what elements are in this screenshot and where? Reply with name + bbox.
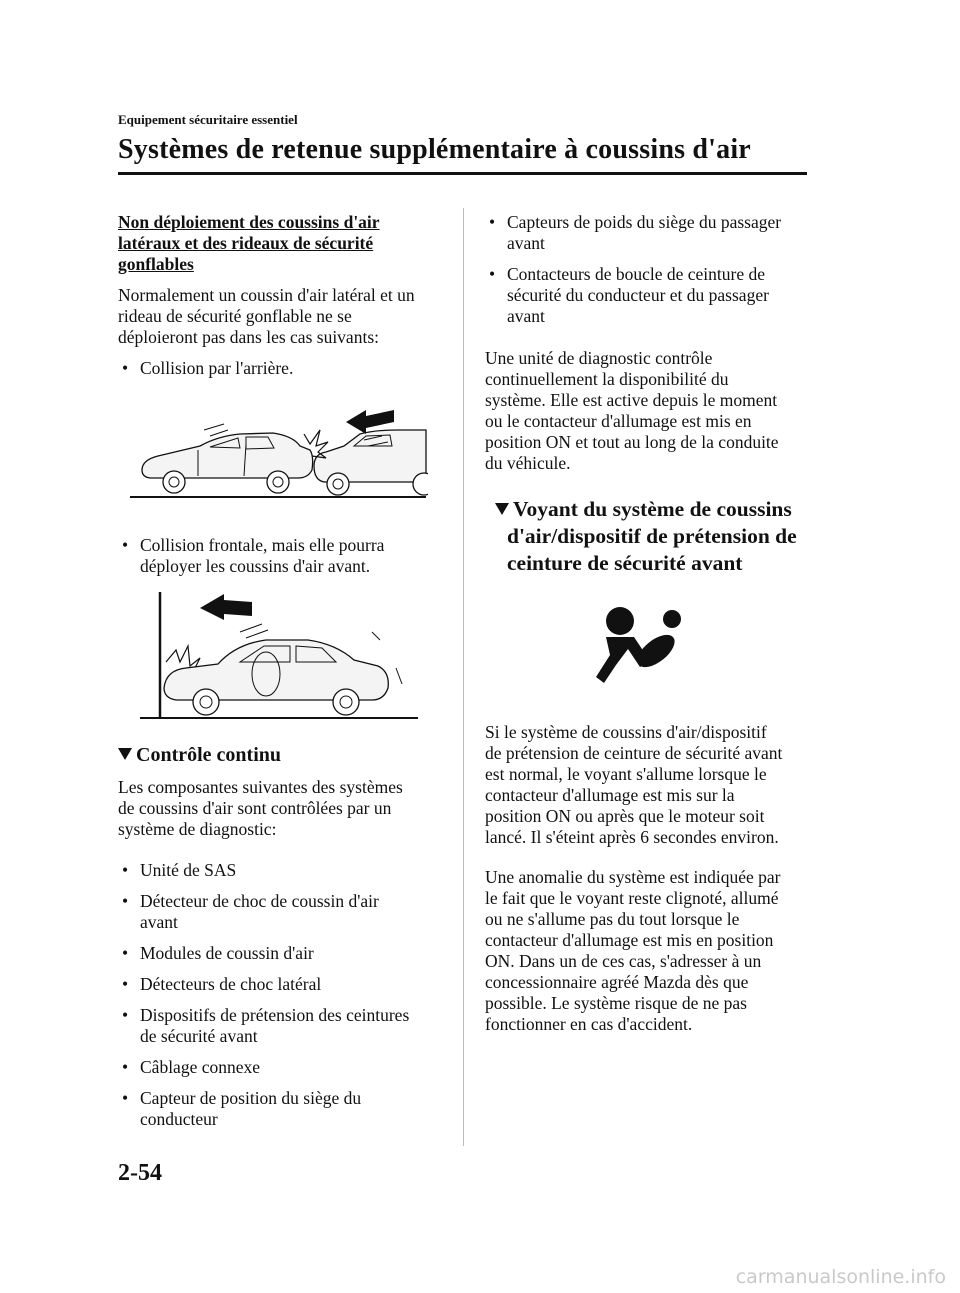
list-item: • Câblage connexe [118,1057,448,1078]
continuous-check-heading: Contrôle continu [118,743,448,767]
list-item: • Détecteurs de choc latéral [118,974,448,995]
title-rule [118,172,807,175]
normal-operation-paragraph: Si le système de coussins d'air/dispositif de prétension de ceinture de sécurité avant est normal, le voyant s'allume lorsque le contacteur d'allumage est mis sur la position ON ou après que le moteur soit lancé. Il s'éteint après 6 secondes environ. [485,722,783,847]
bullet-frontal-collision: • Collision frontale, mais elle pourra déployer les coussins d'air avant. [118,535,448,577]
continuous-check-intro: Les composantes suivantes des systèmes de coussins d'air sont contrôlées par un système de diagnostic: [118,777,403,839]
subheading: Non déploiement des coussins d'air latéraux et des rideaux de sécurité gonflables [118,212,380,274]
diagnostic-paragraph: Une unité de diagnostic contrôle continuellement la disponibilité du système. Elle est active depuis le moment ou le contacteur d'allumage est mis en position ON et tout au long de la conduite du véhicule. [485,348,779,473]
bullet-rear-collision: • Collision par l'arrière. [118,358,448,379]
list-item: • Contacteurs de boucle de ceinture de sécurité du conducteur et du passager avant [485,264,815,327]
intro-paragraph: Normalement un coussin d'air latéral et un rideau de sécurité gonflable ne se déploieront pas dans les cas suivants: [118,285,415,347]
page-title: Systèmes de retenue supplémentaire à coussins d'air [118,134,751,165]
triangle-marker-icon [118,748,132,760]
component-list-right [485,212,815,327]
left-column [118,212,448,379]
list-item: • Modules de coussin d'air [118,943,448,964]
malfunction-paragraph: Une anomalie du système est indiquée par le fait que le voyant reste clignoté, allumé ou ne s'allume pas du tout lorsque le contacteur d'allumage est mis en position ON. Dans un de ces cas, s'adresser à un concessionnaire agréé Mazda dès que possible. Le système risque de ne pas fonctionner en cas d'accident. [485,867,781,1034]
list-item: • Unité de SAS [118,860,448,881]
triangle-marker-icon [495,503,509,515]
airbag-warning-icon [594,603,686,685]
frontal-collision-illustration [140,588,420,723]
list-item: • Capteur de position du siège du conducteur [118,1088,448,1130]
column-divider [463,208,464,1146]
list-item: • Dispositifs de prétension des ceintures de sécurité avant [118,1005,448,1047]
right-column [485,212,815,577]
list-item: • Détecteur de choc de coussin d'air avant [118,891,448,933]
page-number: 2-54 [118,1160,162,1186]
warning-light-heading: Voyant du système de coussins d'air/dispositif de prétension de ceinture de sécurité avant [485,496,815,577]
rear-collision-illustration [128,400,428,505]
list-item: • Capteurs de poids du siège du passager avant [485,212,815,254]
watermark: carmanualsonline.info [735,1266,946,1288]
section-label: Equipement sécuritaire essentiel [118,112,298,127]
component-list-left [118,860,448,1130]
